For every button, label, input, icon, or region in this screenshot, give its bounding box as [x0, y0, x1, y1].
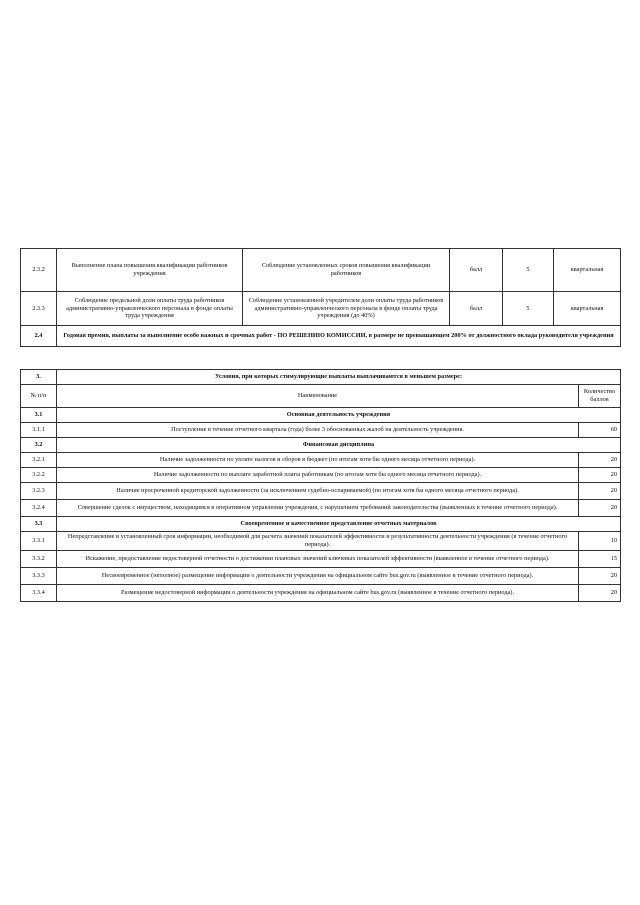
table-title-row — [21, 370, 621, 385]
indicator-unit: балл — [450, 292, 503, 326]
header-score: Количество баллов — [579, 385, 621, 408]
table-row — [21, 249, 621, 292]
indicator-name: Выполнение плана повышения квалификации работников учреждения — [57, 249, 243, 292]
indicator-period: квартальная — [554, 249, 621, 292]
table-row — [21, 483, 621, 500]
row-number: 3.3.4 — [21, 584, 57, 601]
row-text: Поступление в течение отчетного квартала (года) более 3 обоснованных жалоб на деятельность учреждения. — [57, 423, 579, 438]
table-row — [21, 453, 621, 468]
table-row — [21, 567, 621, 584]
table-title: Условия, при которых стимулирующие выплаты выплачиваются в меньшем размере: — [57, 370, 621, 385]
row-number: 3.3.2 — [21, 550, 57, 567]
row-score: 15 — [579, 550, 621, 567]
row-number: 3.3.1 — [21, 532, 57, 551]
row-number: 3.2.4 — [21, 500, 57, 517]
table-row — [21, 292, 621, 326]
section-title: Своевременное и качественное представление отчетных материалов — [57, 517, 621, 532]
section-row — [21, 408, 621, 423]
indicator-score: 5 — [503, 292, 554, 326]
row-number: 2.4 — [21, 326, 57, 347]
performance-criteria-table — [20, 248, 621, 347]
row-score: 20 — [579, 584, 621, 601]
row-text: Несвоевременное (неполное) размещение информации о деятельности учреждения на официальном сайте bus.gov.ru (выявленное в течение отчетного периода). — [57, 567, 579, 584]
table-row — [21, 468, 621, 483]
row-number: 2.3.3 — [21, 292, 57, 326]
indicator-period: квартальная — [554, 292, 621, 326]
section-number: 3.3 — [21, 517, 57, 532]
row-score: 20 — [579, 567, 621, 584]
row-score: 60 — [579, 423, 621, 438]
indicator-criterion: Соблюдение установленной учредителем доли оплаты труда работников административно-управленческого персонала в фонде оплаты труда учреждения (до 40%) — [243, 292, 450, 326]
row-score: 10 — [579, 532, 621, 551]
row-number: 3.1.1 — [21, 423, 57, 438]
row-number: 3.2.2 — [21, 468, 57, 483]
row-score: 20 — [579, 468, 621, 483]
bonus-text: Годовая премия, выплаты за выполнение особо важных и срочных работ - ПО РЕШЕНИЮ КОМИССИИ, в размере не превышающем 200% от должностного оклада руководителя учреждения — [57, 326, 621, 347]
section-title: Основная деятельность учреждения — [57, 408, 621, 423]
indicator-unit: балл — [450, 249, 503, 292]
row-text: Размещение недостоверной информации о деятельности учреждения на официальном сайте bus.gov.ru (выявленное в течение отчетного периода). — [57, 584, 579, 601]
row-number: 2.3.2 — [21, 249, 57, 292]
row-score: 20 — [579, 483, 621, 500]
row-text: Наличие задолженности по уплате налогов и сборов в бюджет (по итогам хотя бы одного месяца отчетного периода). — [57, 453, 579, 468]
header-number: № п/п — [21, 385, 57, 408]
section-number: 3.2 — [21, 438, 57, 453]
row-score: 20 — [579, 453, 621, 468]
table-row — [21, 500, 621, 517]
header-name: Наименование — [57, 385, 579, 408]
section-number: 3. — [21, 370, 57, 385]
row-number: 3.2.3 — [21, 483, 57, 500]
table-row — [21, 550, 621, 567]
indicator-score: 5 — [503, 249, 554, 292]
row-text: Наличие задолженности по выплате заработной платы работникам (по итогам хотя бы одного месяца отчетного периода). — [57, 468, 579, 483]
indicator-criterion: Соблюдение установленных сроков повышения квалификации работников — [243, 249, 450, 292]
section-row — [21, 517, 621, 532]
row-number: 3.3.3 — [21, 567, 57, 584]
section-number: 3.1 — [21, 408, 57, 423]
row-number: 3.2.1 — [21, 453, 57, 468]
reduced-payments-table — [20, 369, 621, 602]
row-text: Непредставление в установленный срок информации, необходимой для расчета значений показателей эффективности и результативности деятельности учреждения (в течение отчетного периода). — [57, 532, 579, 551]
table-row — [21, 532, 621, 551]
row-text: Совершение сделок с имуществом, находящимся в оперативном управлении учреждения, с нарушением требований законодательства (выявленных в течение отчетного периода). — [57, 500, 579, 517]
section-title: Финансовая дисциплина — [57, 438, 621, 453]
table-row — [21, 584, 621, 601]
table-header-row — [21, 385, 621, 408]
row-text: Искажение, предоставление недостоверной отчетности о достижении плановых значений ключевых показателей эффективности (выявленное в течение отчетного периода). — [57, 550, 579, 567]
row-score: 20 — [579, 500, 621, 517]
row-text: Наличие просроченной кредиторской задолженности (за исключением судебно-оспариваемой) (по итогам хотя бы одного месяца отчетного периода). — [57, 483, 579, 500]
bonus-row — [21, 326, 621, 347]
indicator-name: Соблюдение предельной доли оплаты труда работников административно-управленческого персонала в фонде оплаты труда учреждения — [57, 292, 243, 326]
section-row — [21, 438, 621, 453]
table-row — [21, 423, 621, 438]
